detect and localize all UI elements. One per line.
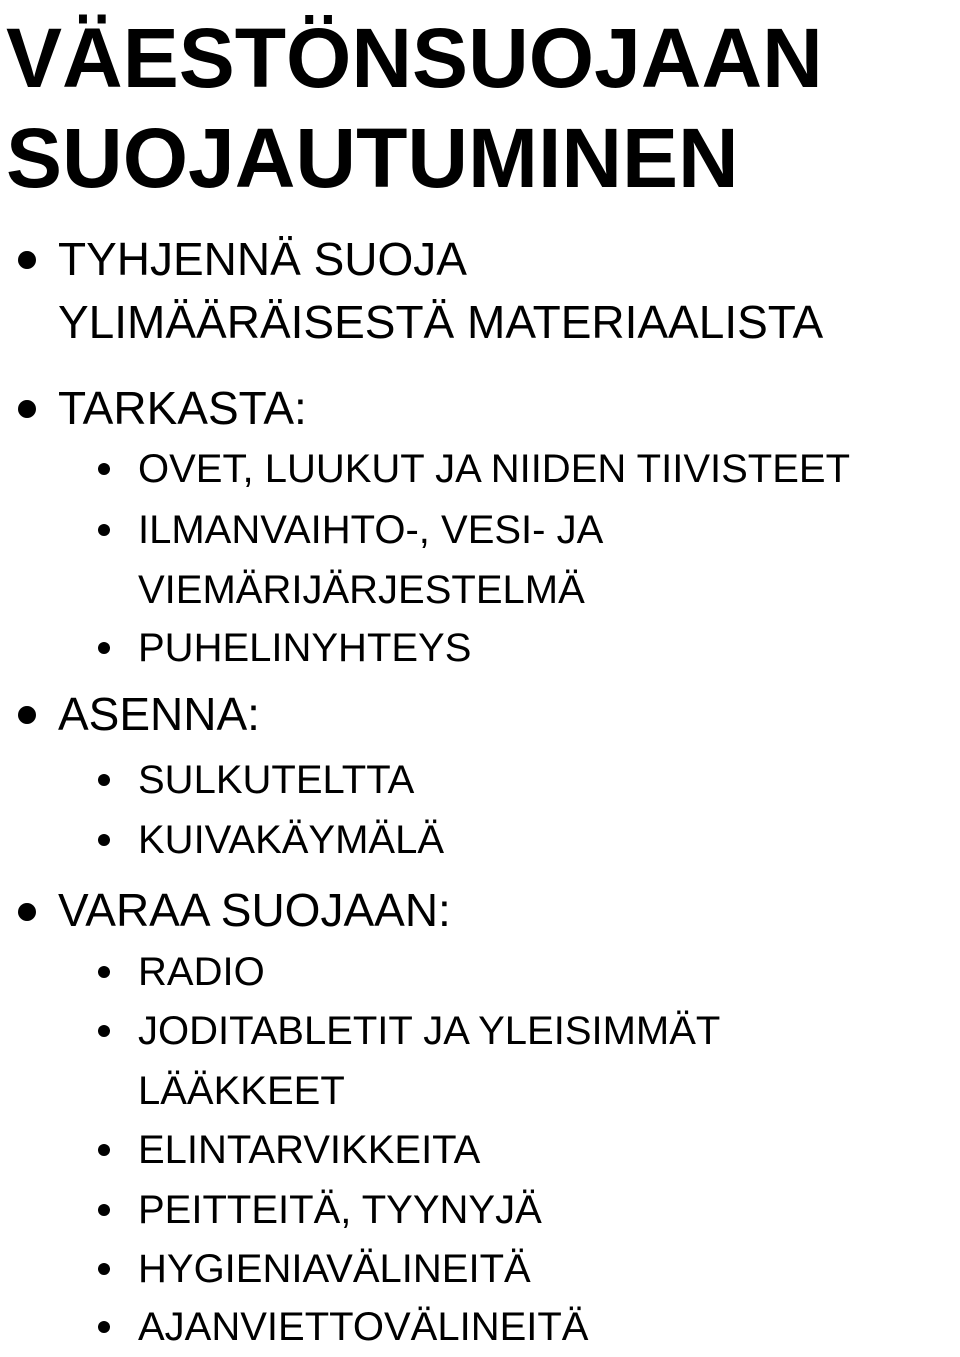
list-item: AJANVIETTOVÄLINEITÄ	[138, 1305, 589, 1349]
list-item: ELINTARVIKKEITA	[138, 1128, 481, 1172]
sub-bullet-icon	[98, 463, 110, 475]
list-item: ILMANVAIHTO-, VESI- JA	[138, 508, 604, 552]
sub-bullet-icon	[98, 1204, 110, 1216]
list-item: OVET, LUUKUT JA NIIDEN TIIVISTEET	[138, 447, 851, 491]
list-item: JODITABLETIT JA YLEISIMMÄT	[138, 1009, 721, 1053]
list-item: PUHELINYHTEYS	[138, 626, 472, 670]
sub-bullet-icon	[98, 774, 110, 786]
sub-bullet-icon	[98, 966, 110, 978]
sub-bullet-icon	[98, 1144, 110, 1156]
section-label: ASENNA:	[58, 688, 260, 740]
sub-bullet-icon	[98, 1321, 110, 1333]
sub-bullet-icon	[98, 642, 110, 654]
section-label: VARAA SUOJAAN:	[58, 884, 451, 936]
section-label-line: YLIMÄÄRÄISESTÄ MATERIAALISTA	[58, 296, 824, 348]
sub-bullet-icon	[98, 1263, 110, 1275]
list-item: SULKUTELTTA	[138, 758, 415, 802]
bullet-icon	[18, 903, 36, 921]
sub-bullet-icon	[98, 834, 110, 846]
list-item: KUIVAKÄYMÄLÄ	[138, 818, 445, 862]
page-title-line-2: SUOJAUTUMINEN	[6, 111, 739, 205]
sub-bullet-icon	[98, 1025, 110, 1037]
list-item: HYGIENIAVÄLINEITÄ	[138, 1247, 531, 1291]
list-item: RADIO	[138, 950, 265, 994]
list-item-continuation: VIEMÄRIJÄRJESTELMÄ	[138, 568, 585, 612]
section-label-line: TYHJENNÄ SUOJA	[58, 233, 467, 285]
list-item-continuation: LÄÄKKEET	[138, 1069, 345, 1113]
page-title	[6, 8, 823, 208]
page-title-line-1: VÄESTÖNSUOJAAN	[6, 11, 823, 105]
bullet-icon	[18, 706, 36, 724]
sub-bullet-icon	[98, 524, 110, 536]
list-item: PEITTEITÄ, TYYNYJÄ	[138, 1188, 542, 1232]
section-label: TARKASTA:	[58, 382, 307, 434]
bullet-icon	[18, 251, 36, 269]
bullet-icon	[18, 400, 36, 418]
